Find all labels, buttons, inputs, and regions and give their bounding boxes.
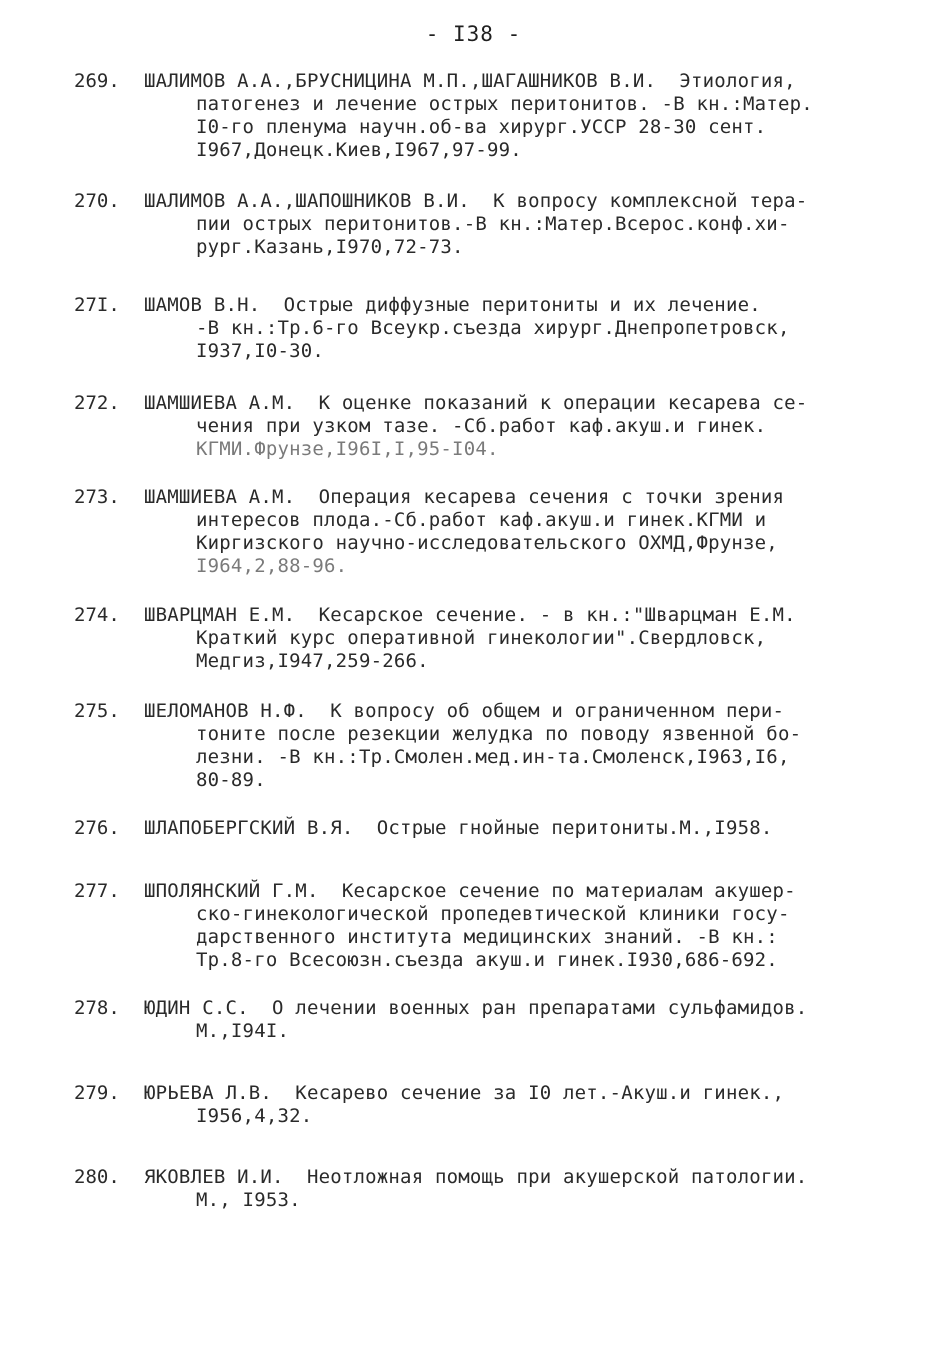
entry-line: ШЛАПОБЕРГСКИЙ В.Я. Острые гнойные перитониты.М.,I958.	[144, 817, 773, 839]
entry-line: дарственного института медицинских знаний. -В кн.:	[196, 926, 778, 948]
bibliography-entry	[74, 392, 894, 461]
entry-number: 274.	[74, 604, 120, 626]
entry-line: ШЕЛОМАНОВ Н.Ф. К вопросу об общем и ограниченном пери-	[144, 700, 785, 722]
entry-line: I0-го пленума научн.об-ва хирург.УССР 28-30 сент.	[196, 116, 767, 138]
entry-number: 269.	[74, 70, 120, 92]
bibliography-entry	[74, 817, 894, 840]
entry-line: ШАЛИМОВ А.А.,БРУСНИЦИНА М.П.,ШАГАШНИКОВ В.И. Этиология,	[144, 70, 796, 92]
entry-line: КГМИ.Фрунзе,I96I,I,95-I04.	[196, 438, 499, 460]
bibliography-entry	[74, 70, 894, 162]
entry-line: тоните после резекции желудка по поводу язвенной бо-	[196, 723, 802, 745]
entry-number: 270.	[74, 190, 120, 212]
entry-number: 27I.	[74, 294, 120, 316]
entry-number: 275.	[74, 700, 120, 722]
entry-line: -В кн.:Тр.6-го Всеукр.съезда хирург.Днепропетровск,	[196, 317, 790, 339]
entry-line: М.,I94I.	[196, 1020, 290, 1042]
bibliography-entry	[74, 700, 894, 792]
entry-line: Киргизского научно-исследовательского ОХМД,Фрунзе,	[196, 532, 778, 554]
entry-line: ШВАРЦМАН Е.М. Кесарское сечение. - в кн.:"Шварцман Е.М.	[144, 604, 796, 626]
bibliography-entry	[74, 1166, 894, 1212]
entry-line: чения при узком тазе. -Сб.работ каф.акуш.и гинек.	[196, 415, 767, 437]
entry-line: ЮРЬЕВА Л.В. Кесарево сечение за I0 лет.-Акуш.и гинек.,	[144, 1082, 785, 1104]
entry-line: ско-гинекологической пропедевтической клиники госу-	[196, 903, 790, 925]
entry-line: ШАМОВ В.Н. Острые диффузные перитониты и их лечение.	[144, 294, 761, 316]
entry-number: 278.	[74, 997, 120, 1019]
entry-line: I967,Донецк.Киев,I967,97-99.	[196, 139, 522, 161]
entry-line: М., I953.	[196, 1189, 301, 1211]
entry-line: I937,I0-30.	[196, 340, 325, 362]
entry-number: 280.	[74, 1166, 120, 1188]
entry-line: ЮДИН С.С. О лечении военных ран препаратами сульфамидов.	[144, 997, 808, 1019]
entry-number: 277.	[74, 880, 120, 902]
entry-line: ШАМШИЕВА А.М. Операция кесарева сечения с точки зрения	[144, 486, 785, 508]
bibliography-entry	[74, 880, 894, 972]
entry-line: интересов плода.-Сб.работ каф.акуш.и гинек.КГМИ и	[196, 509, 767, 531]
bibliography-entry	[74, 486, 894, 578]
entry-line: I964,2,88-96.	[196, 555, 348, 577]
entry-number: 273.	[74, 486, 120, 508]
bibliography-entry	[74, 190, 894, 259]
entry-line: ЯКОВЛЕВ И.И. Неотложная помощь при акушерской патологии.	[144, 1166, 808, 1188]
entry-line: рург.Казань,I970,72-73.	[196, 236, 464, 258]
entry-number: 272.	[74, 392, 120, 414]
bibliography-entry	[74, 997, 894, 1043]
bibliography-entry	[74, 604, 894, 673]
entry-line: патогенез и лечение острых перитонитов. -В кн.:Матер.	[196, 93, 813, 115]
bibliography-entry	[74, 1082, 894, 1128]
page-number: - I38 -	[425, 22, 522, 46]
entry-line: ШПОЛЯНСКИЙ Г.М. Кесарское сечение по материалам акушер-	[144, 880, 796, 902]
entry-line: ШАЛИМОВ А.А.,ШАПОШНИКОВ В.И. К вопросу комплексной тера-	[144, 190, 808, 212]
entry-line: Тр.8-го Всесоюзн.съезда акуш.и гинек.I930,686-692.	[196, 949, 778, 971]
entry-line: пии острых перитонитов.-В кн.:Матер.Всерос.конф.хи-	[196, 213, 790, 235]
entry-line: Краткий курс оперативной гинекологии".Свердловск,	[196, 627, 767, 649]
entry-line: 80-89.	[196, 769, 266, 791]
entry-number: 279.	[74, 1082, 120, 1104]
entry-number: 276.	[74, 817, 120, 839]
entry-line: лезни. -В кн.:Тр.Смолен.мед.ин-та.Смоленск,I963,I6,	[196, 746, 790, 768]
entry-line: ШАМШИЕВА А.М. К оценке показаний к операции кесарева се-	[144, 392, 808, 414]
entry-line: I956,4,32.	[196, 1105, 313, 1127]
bibliography-entry	[74, 294, 894, 363]
entry-line: Медгиз,I947,259-266.	[196, 650, 429, 672]
